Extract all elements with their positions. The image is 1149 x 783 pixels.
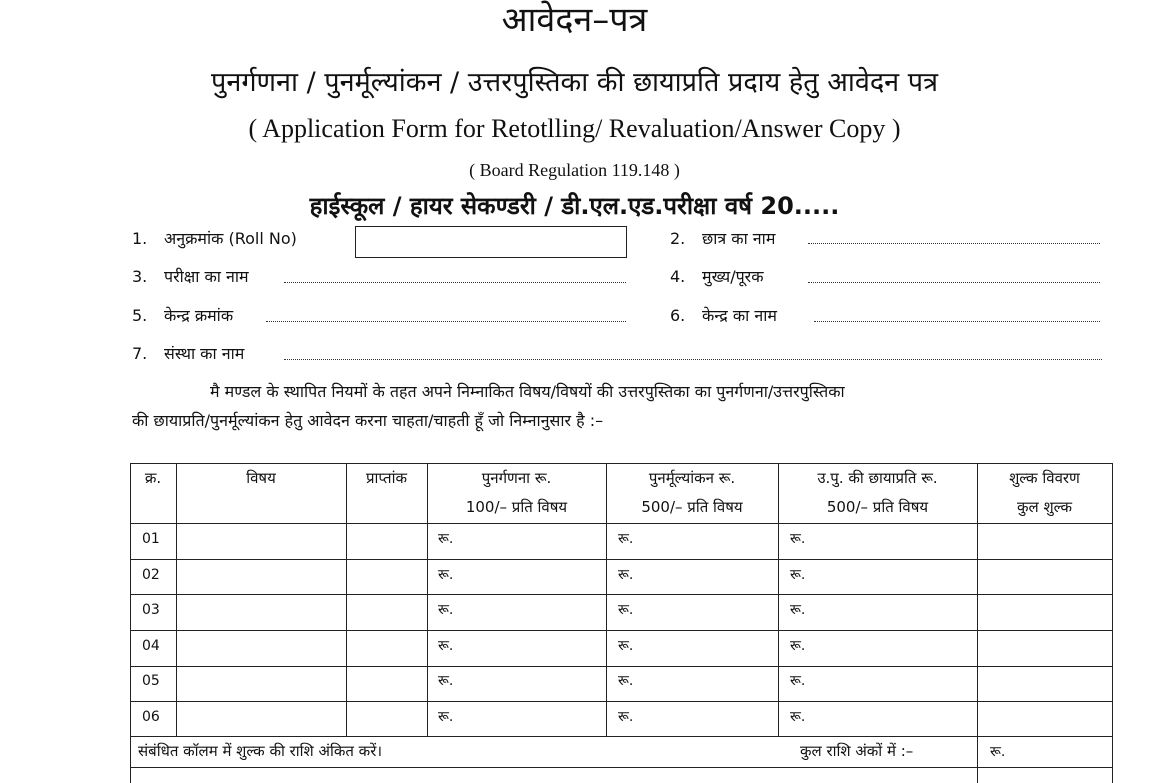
table-row-serial: 06 [142,709,160,725]
answer-copy-fee-cell[interactable]: रू. [790,709,806,725]
answer-copy-fee-cell[interactable]: रू. [790,673,806,689]
header-retotal: पुनर्गणना रू. [481,469,552,487]
header-retotal-fee: 100/– प्रति विषय [465,498,568,516]
answer-copy-fee-cell[interactable]: रू. [790,531,806,547]
header-total-fee: कुल शुल्क [1017,498,1072,516]
field-centre-name [670,305,777,327]
english-title: ( Application Form for Retotlling/ Revaluation/Answer Copy ) [248,114,901,143]
field-number: 1. [132,229,148,248]
table-rule [130,701,1113,702]
retotal-fee-cell[interactable]: रू. [438,709,454,725]
header-answer-copy: उ.पु. की छायाप्रति रू. [817,469,938,487]
retotal-fee-cell[interactable]: रू. [438,638,454,654]
revaluation-fee-cell[interactable]: रू. [618,638,634,654]
declaration-line-1: मै मण्डल के स्थापित नियमों के तहत अपने निम्नाकित विषय/विषयों की उत्तरपुस्तिका का पुनर्गणना/उत्तरपुस्तिका [210,382,845,401]
table-row-serial: 04 [142,638,160,654]
total-amount-cell[interactable]: रू. [990,744,1006,760]
answer-copy-fee-cell[interactable]: रू. [790,567,806,583]
field-number: 2. [670,229,686,248]
board-regulation: ( Board Regulation 119.148 ) [469,160,680,180]
field-number: 7. [132,344,148,363]
retotal-fee-cell[interactable]: रू. [438,567,454,583]
field-exam-name [132,266,249,288]
table-rule [130,767,1113,768]
institution-name-input[interactable] [284,359,1102,360]
revaluation-fee-cell[interactable]: रू. [618,673,634,689]
revaluation-fee-cell[interactable]: रू. [618,602,634,618]
table-row-serial: 05 [142,673,160,689]
table-row-serial: 01 [142,531,160,547]
table-row-serial: 03 [142,602,160,618]
table-rule [1112,463,1113,783]
header-fee-details: शुल्क विवरण [1009,469,1080,487]
table-rule [130,594,1113,595]
form-subtitle: पुनर्गणना / पुनर्मूल्यांकन / उत्तरपुस्तिका की छायाप्रति प्रदाय हेतु आवेदन पत्र [211,67,938,98]
header-answer-copy-fee: 500/– प्रति विषय [826,498,929,516]
field-label: केन्द्र का नाम [702,306,777,325]
declaration-line-2: की छायाप्रति/पुनर्मूल्यांकन हेतु आवेदन करना चाहता/चाहती हूँ जो निम्नानुसार है :– [132,411,604,430]
retotal-fee-cell[interactable]: रू. [438,531,454,547]
field-institution-name [132,343,244,365]
main-supplementary-input[interactable] [808,282,1100,283]
field-main-supplementary [670,266,764,288]
answer-copy-fee-cell[interactable]: रू. [790,638,806,654]
field-number: 3. [132,267,148,286]
table-rule [346,463,347,736]
table-row-serial: 02 [142,567,160,583]
retotal-fee-cell[interactable]: रू. [438,602,454,618]
field-number: 5. [132,306,148,325]
table-rule [130,463,1113,464]
table-rule [130,736,1113,737]
header-revaluation-fee: 500/– प्रति विषय [641,498,743,516]
student-name-input[interactable] [808,243,1100,244]
answer-copy-fee-cell[interactable]: रू. [790,602,806,618]
field-label: केन्द्र क्रमांक [164,306,234,325]
header-revaluation: पुनर्मूल्यांकन रू. [648,469,736,487]
form-title: आवेदन–पत्र [501,0,648,40]
field-label: संस्था का नाम [164,344,245,363]
field-student-name [670,228,775,250]
field-label: अनुक्रमांक (Roll No) [164,229,297,248]
field-centre-code [132,305,233,327]
revaluation-fee-cell[interactable]: रू. [618,567,634,583]
field-roll-no [132,228,297,250]
centre-code-input[interactable] [266,321,626,322]
field-label: छात्र का नाम [702,229,776,248]
field-label: मुख्य/पूरक [702,267,764,286]
table-rule [130,630,1113,631]
table-rule [130,559,1113,560]
field-number: 4. [670,267,686,286]
revaluation-fee-cell[interactable]: रू. [618,709,634,725]
table-rule [130,666,1113,667]
retotal-fee-cell[interactable]: रू. [438,673,454,689]
revaluation-fee-cell[interactable]: रू. [618,531,634,547]
footer-note: संबंधित कॉलम में शुल्क की राशि अंकित करें। [138,742,383,760]
header-marks: प्राप्तांक [366,469,407,487]
exam-year-heading: हाईस्कूल / हायर सेकण्डरी / डी.एल.एड.परीक्षा वर्ष 20..... [309,192,840,220]
centre-name-input[interactable] [814,321,1100,322]
roll-no-input[interactable] [355,226,627,258]
table-rule [130,463,131,783]
total-amount-label: कुल राशि अंकों में :– [800,742,914,760]
header-serial: क्र. [144,469,162,487]
field-number: 6. [670,306,686,325]
table-rule [130,523,1113,524]
fee-table [130,463,1113,783]
field-label: परीक्षा का नाम [164,267,249,286]
header-subject: विषय [246,469,276,487]
table-rule [176,463,177,736]
exam-name-input[interactable] [284,282,626,283]
